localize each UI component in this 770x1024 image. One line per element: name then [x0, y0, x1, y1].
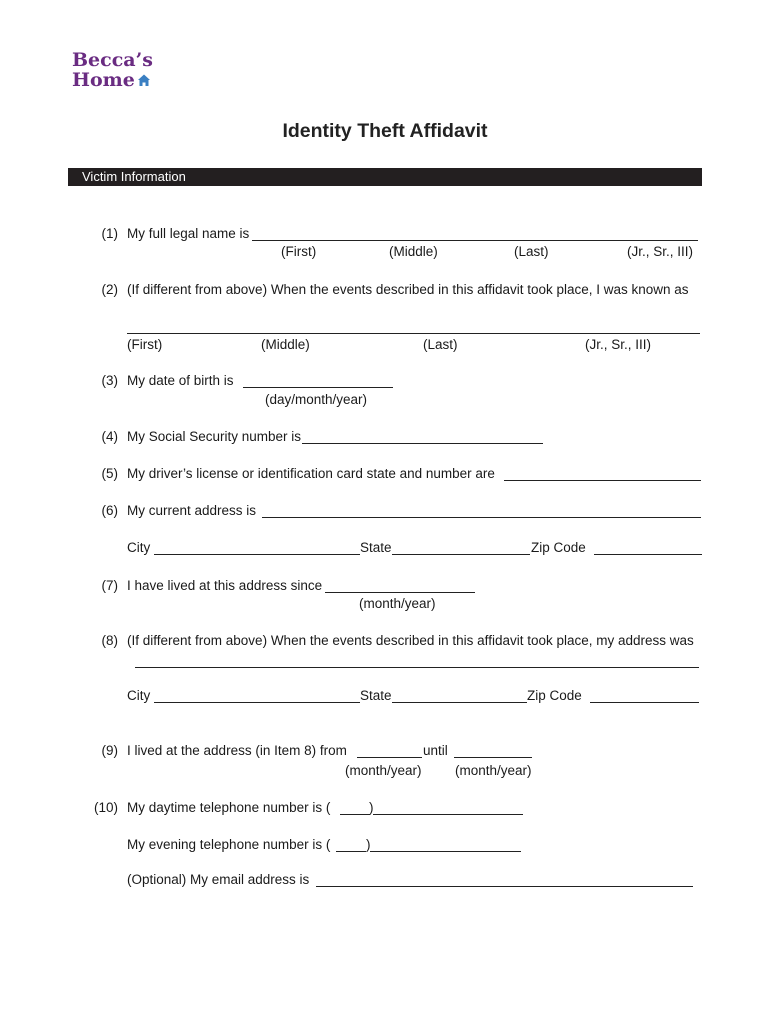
item-text: My daytime telephone number is ( [127, 800, 331, 815]
lived-since-field[interactable] [325, 592, 475, 593]
zip-label: Zip Code [527, 688, 582, 703]
page-title: Identity Theft Affidavit [282, 120, 488, 142]
evening-area-code-field[interactable] [336, 851, 366, 852]
item-number: (1) [101, 226, 118, 241]
section-header [68, 168, 702, 186]
sub-label: (First) [281, 244, 317, 259]
item-text: My Social Security number is [127, 429, 302, 444]
item-number: (8) [101, 633, 118, 648]
logo-line2: Home [72, 69, 135, 91]
sub-label: (Jr., Sr., III) [627, 244, 694, 259]
sub-label: (First) [127, 337, 163, 352]
until-label: until [423, 743, 448, 758]
evening-phone-field[interactable] [370, 851, 521, 852]
item-number: (2) [101, 282, 118, 297]
paren-close: ) [369, 800, 374, 815]
former-name-field[interactable] [127, 333, 700, 334]
sub-label: (month/year) [345, 763, 422, 778]
sub-label: (Middle) [389, 244, 438, 259]
full-name-field[interactable] [252, 240, 698, 241]
ssn-field[interactable] [302, 443, 543, 444]
logo-line1: Becca’s [72, 49, 153, 71]
sub-label: (Last) [514, 244, 549, 259]
license-field[interactable] [504, 480, 701, 481]
date-of-birth-field[interactable] [243, 387, 393, 388]
item-number: (9) [101, 743, 118, 758]
logo [72, 50, 153, 90]
house-icon [137, 73, 151, 87]
until-date-field[interactable] [454, 757, 532, 758]
item-number: (10) [93, 800, 118, 815]
item-text: My date of birth is [127, 373, 234, 388]
daytime-phone-field[interactable] [373, 814, 523, 815]
sub-label: (month/year) [455, 763, 532, 778]
zip-field[interactable] [590, 702, 699, 703]
zip-label: Zip Code [531, 540, 586, 555]
item-number: (6) [101, 503, 118, 518]
logo-line2-wrap [72, 70, 153, 90]
city-label: City [127, 688, 151, 703]
item-text: My full legal name is [127, 226, 250, 241]
day-area-code-field[interactable] [340, 814, 370, 815]
city-field[interactable] [154, 702, 360, 703]
former-address-field[interactable] [135, 667, 699, 668]
item-text: (If different from above) When the events described in this affidavit took place, my address was [127, 633, 694, 648]
sub-label: (month/year) [359, 596, 436, 611]
item-text: My current address is [127, 503, 257, 518]
item-text: I have lived at this address since [127, 578, 323, 593]
item-text: (If different from above) When the events described in this affidavit took place, I was known as [127, 282, 689, 297]
state-label: State [360, 540, 392, 555]
city-field[interactable] [154, 554, 360, 555]
sub-label: (Jr., Sr., III) [585, 337, 652, 352]
state-label: State [360, 688, 392, 703]
item-number: (3) [101, 373, 118, 388]
item-number: (4) [101, 429, 118, 444]
evening-phone-label: My evening telephone number is ( [127, 837, 331, 852]
section-label: Victim Information [82, 169, 186, 184]
state-field[interactable] [392, 554, 530, 555]
item-text: My driver’s license or identification card state and number are [127, 466, 495, 481]
paren-close: ) [366, 837, 371, 852]
city-label: City [127, 540, 151, 555]
state-field[interactable] [392, 702, 527, 703]
email-field[interactable] [316, 886, 693, 887]
item-text: I lived at the address (in Item 8) from [127, 743, 347, 758]
sub-label: (Last) [423, 337, 458, 352]
from-date-field[interactable] [357, 757, 422, 758]
sub-label: (day/month/year) [265, 392, 368, 407]
sub-label: (Middle) [261, 337, 310, 352]
email-label: (Optional) My email address is [127, 872, 310, 887]
zip-field[interactable] [594, 554, 702, 555]
current-address-field[interactable] [262, 517, 701, 518]
item-number: (5) [101, 466, 118, 481]
item-number: (7) [101, 578, 118, 593]
